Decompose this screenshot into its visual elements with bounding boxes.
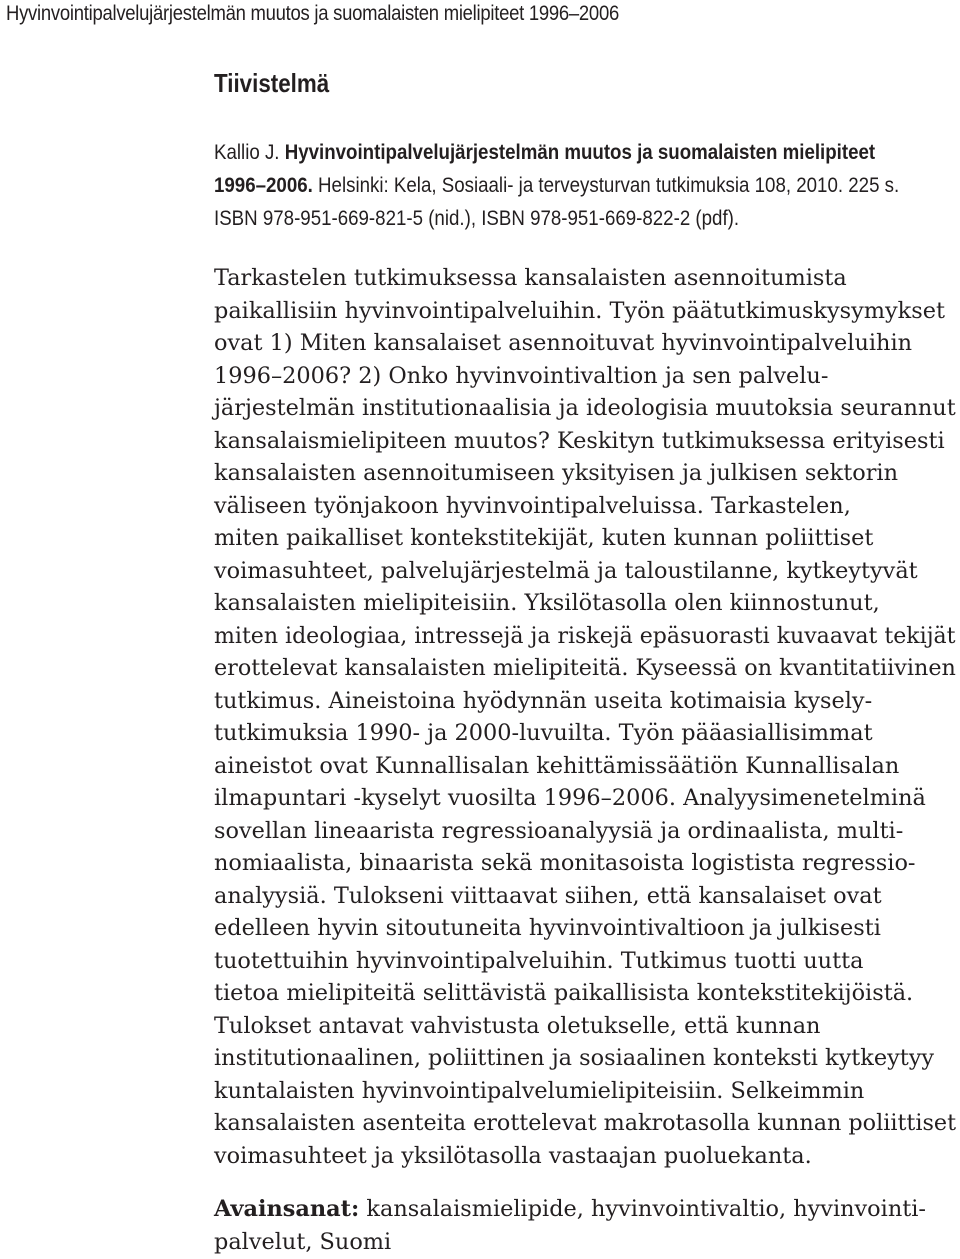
citation-author: Kallio J. xyxy=(214,140,280,164)
citation-details: Helsinki: Kela, Sosiaali- ja terveysturvan tutkimuksia 108, 2010. 225 s. ISBN 978-951-669-821-5 (nid.), ISBN 978-951-669-822-2 (pdf). xyxy=(214,173,900,230)
abstract-line: Tulokset antavat vahvistusta oletukselle, että kunnan xyxy=(214,1012,821,1039)
keywords-line-2: palvelut, Suomi xyxy=(214,1228,392,1255)
abstract-line: ovat 1) Miten kansalaiset asennoituvat hyvinvointipalveluihin xyxy=(214,330,913,356)
citation-book-title: Hyvinvointipalvelujärjestelmän muutos ja suomalaisten mielipiteet 1996–2006. xyxy=(214,140,876,197)
keywords-line-1 xyxy=(214,1193,956,1226)
abstract-line: kansalaisten asenteita erottelevat makrotasolla kunnan poliittiset xyxy=(214,1110,957,1136)
abstract-line: sovellan lineaarista regressioanalyysiä ja ordinaalista, multi- xyxy=(214,817,904,844)
keywords-list: kansalaismielipide, hyvinvointivaltio, hyvinvointi- xyxy=(366,1196,926,1222)
abstract-line: väliseen työnjakoon hyvinvointipalveluissa. Tarkastelen, xyxy=(214,492,851,519)
abstract-line: analyysiä. Tulokseni viittaavat siihen, että kansalaiset ovat xyxy=(214,882,882,909)
citation xyxy=(214,136,927,235)
keywords xyxy=(214,1193,956,1258)
abstract-line: nomiaalista, binaarista sekä monitasoista logistista regressio- xyxy=(214,850,916,876)
abstract-line: tietoa mielipiteitä selittävistä paikallisista kontekstitekijöistä. xyxy=(214,980,914,1006)
abstract-line: ilmapuntari -kyselyt vuosilta 1996–2006. Analyysimenetelminä xyxy=(214,785,926,811)
abstract-line: tuotettuihin hyvinvointipalveluihin. Tutkimus tuotti uutta xyxy=(214,947,864,974)
abstract-line: institutionaalinen, poliittinen ja sosiaalinen konteksti kytkeytyy xyxy=(214,1045,935,1071)
abstract-line: järjestelmän institutionaalisia ja ideologisia muutoksia seurannut xyxy=(214,395,956,421)
abstract-line: 1996–2006? 2) Onko hyvinvointivaltion ja sen palvelu- xyxy=(214,362,829,389)
abstract-line: miten paikalliset kontekstitekijät, kuten kunnan poliittiset xyxy=(214,525,874,551)
abstract-line: kansalaisten asennoitumiseen yksityisen ja julkisen sektorin xyxy=(214,460,899,486)
page-title: Tiivistelmä xyxy=(214,68,330,98)
abstract-line: tutkimuksia 1990- ja 2000-luvuilta. Työn pääasiallisimmat xyxy=(214,720,873,746)
abstract-line: kuntalaisten hyvinvointipalvelumielipiteisiin. Selkeimmin xyxy=(214,1077,865,1104)
abstract-line: kansalaisten mielipiteisiin. Yksilötasolla olen kiinnostunut, xyxy=(214,590,880,616)
abstract-line: paikallisiin hyvinvointipalveluihin. Työn päätutkimuskysymykset xyxy=(214,297,945,324)
abstract-line: aineistot ovat Kunnallisalan kehittämissäätiön Kunnallisalan xyxy=(214,752,900,779)
running-header: Hyvinvointipalvelujärjestelmän muutos ja suomalaisten mielipiteet 1996–2006 xyxy=(6,2,619,25)
abstract-line: erottelevat kansalaisten mielipiteitä. Kyseessä on kvantitatiivinen xyxy=(214,655,956,681)
abstract-body xyxy=(214,262,956,1172)
abstract-line: Tarkastelen tutkimuksessa kansalaisten asennoitumista xyxy=(214,265,847,291)
keywords-label: Avainsanat: xyxy=(214,1196,360,1222)
abstract-line: miten ideologiaa, intressejä ja riskejä epäsuorasti kuvaavat tekijät xyxy=(214,622,956,649)
abstract-line: voimasuhteet ja yksilötasolla vastaajan puoluekanta. xyxy=(214,1142,812,1169)
abstract-line: voimasuhteet, palvelujärjestelmä ja taloustilanne, kytkeytyvät xyxy=(214,557,918,584)
abstract-line: edelleen hyvin sitoutuneita hyvinvointivaltioon ja julkisesti xyxy=(214,915,881,941)
abstract-line: tutkimus. Aineistoina hyödynnän useita kotimaisia kysely- xyxy=(214,687,873,714)
abstract-line: kansalaismielipiteen muutos? Keskityn tutkimuksessa erityisesti xyxy=(214,427,945,454)
